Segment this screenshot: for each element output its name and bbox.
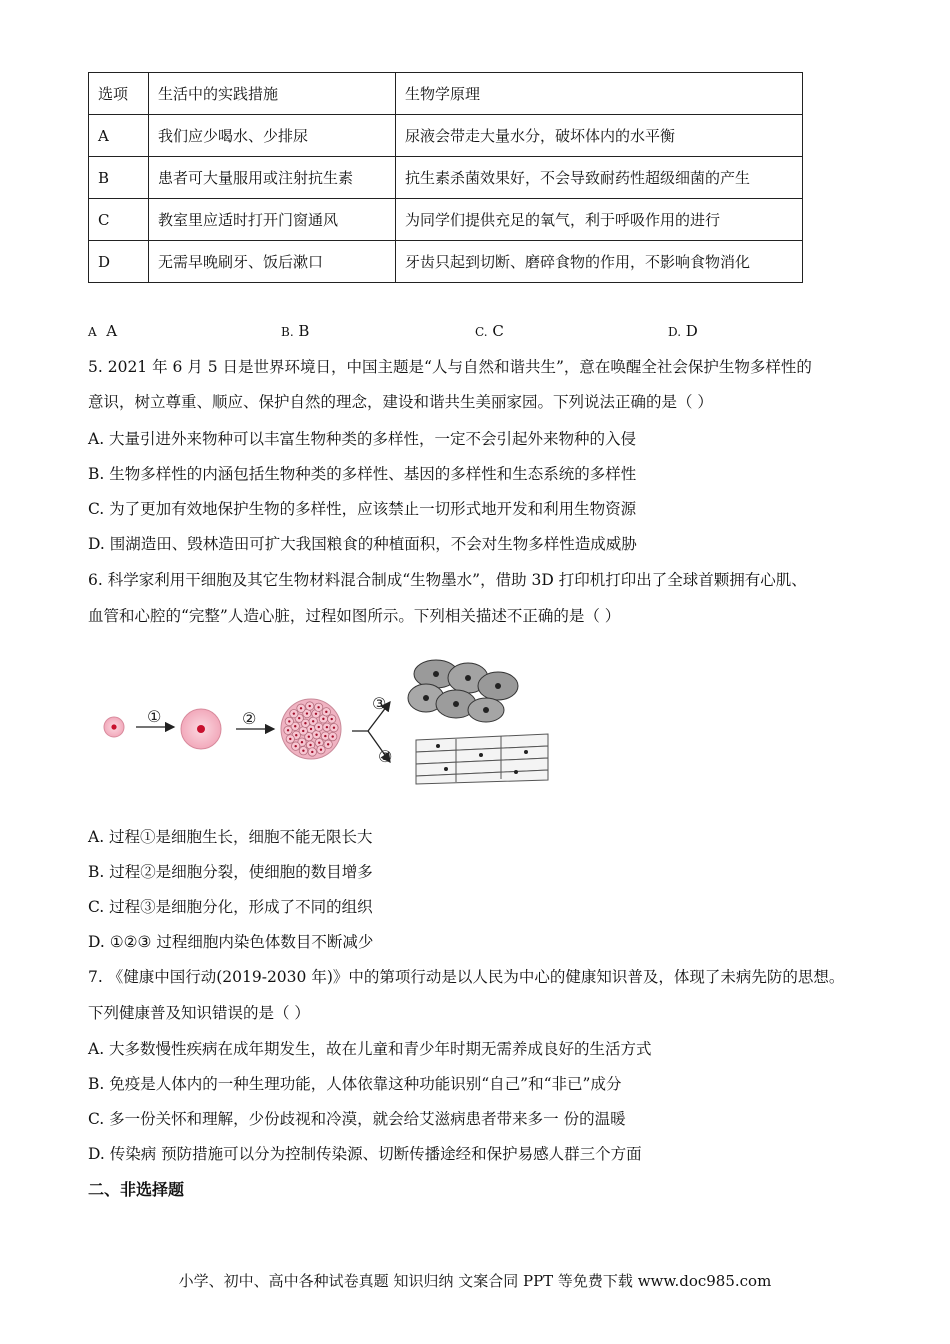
cluster-cell-nucleus: [294, 725, 296, 727]
cluster-cell-nucleus: [322, 718, 324, 720]
cluster-cell-nucleus: [320, 749, 322, 751]
label-process-3-lower: ③: [378, 747, 393, 766]
table-cell: 无需早晚刷牙、饭后漱口: [149, 241, 396, 283]
q5-stem-line-2: 意识，树立尊重、顺应、保护自然的理念，建设和谐共生美丽家园。下列说法正确的是（ ）: [88, 393, 713, 411]
table-cell: D: [89, 241, 149, 283]
cluster-cell-nucleus: [287, 729, 289, 731]
q4-option-d[interactable]: D. D: [668, 322, 698, 340]
cluster-cell-nucleus: [301, 741, 303, 743]
table-cell: 抗生素杀菌效果好，不会导致耐药性超级细菌的产生: [396, 157, 803, 199]
q4-option-a[interactable]: A A: [88, 322, 118, 340]
cluster-cell-nucleus: [304, 722, 306, 724]
q7-option-c[interactable]: C. 多一份关怀和理解，少份歧视和冷漠，就会给艾滋病患者带来多一 份的温暖: [88, 1110, 626, 1128]
cluster-cell-nucleus: [302, 730, 304, 732]
q6-option-d[interactable]: D. ①②③ 过程细胞内染色体数目不断减少: [88, 933, 374, 951]
cluster-cell-nucleus: [294, 745, 296, 747]
table-cell: 我们应少喝水、少排尿: [149, 115, 396, 157]
cluster-cell-nucleus: [317, 706, 319, 708]
q7-option-a[interactable]: A. 大多数慢性疾病在成年期发生，故在儿童和青少年时期无需养成良好的生活方式: [88, 1040, 652, 1058]
cluster-cell-nucleus: [318, 742, 320, 744]
cluster-cell-nucleus: [309, 705, 311, 707]
q5-stem-line-1: 5. 2021 年 6 月 5 日是世界环境日，中国主题是“人与自然和谐共生”，意在唤醒全社会保护生物多样性的: [88, 358, 812, 376]
page-footer: 小学、初中、高中各种试卷真题 知识归纳 文案合同 PPT 等免费下载 www.doc985.com: [178, 1272, 772, 1290]
cluster-cell-nucleus: [310, 728, 312, 730]
cluster-cell-nucleus: [308, 735, 310, 737]
cluster-cell-nucleus: [315, 734, 317, 736]
q5-option-a[interactable]: A. 大量引进外来物种可以丰富生物种类的多样性，一定不会引起外来物种的入侵: [88, 430, 637, 448]
table-row: [89, 199, 803, 241]
q4-options: [88, 322, 888, 344]
cluster-cell-nucleus: [293, 712, 295, 714]
table-cell: 教室里应适时打开门窗通风: [149, 199, 396, 241]
tissue-muscle: [416, 734, 548, 784]
q6-option-a[interactable]: A. 过程①是细胞生长，细胞不能无限长大: [88, 828, 373, 846]
table-row: [89, 241, 803, 283]
q5-option-c[interactable]: C. 为了更加有效地保护生物的多样性，应该禁止一切形式地开发和利用生物资源: [88, 500, 637, 518]
q4-option-b[interactable]: B. B: [281, 322, 310, 340]
q7-option-d[interactable]: D. 传染病 预防措施可以分为控制传染源、切断传播途经和保护易感人群三个方面: [88, 1145, 642, 1163]
table-header-cell: 生物学原理: [396, 73, 803, 115]
cluster-cell-nucleus: [332, 735, 334, 737]
table-header-row: [89, 73, 803, 115]
table-header-cell: 选项: [89, 73, 149, 115]
q5-option-b[interactable]: B. 生物多样性的内涵包括生物种类的多样性、基因的多样性和生态系统的多样性: [88, 465, 637, 483]
cluster-cell-nucleus: [300, 707, 302, 709]
cluster-cell-nucleus: [312, 720, 314, 722]
q6-option-b[interactable]: B. 过程②是细胞分裂，使细胞的数目增多: [88, 863, 373, 881]
q7-option-b[interactable]: B. 免疫是人体内的一种生理功能，人体依靠这种功能识别“自己”和“非已”成分: [88, 1075, 622, 1093]
cluster-cell-nucleus: [295, 734, 297, 736]
label-process-1: ①: [147, 707, 162, 726]
cluster-cell-nucleus: [325, 711, 327, 713]
q6-stem-line-1: 6. 科学家利用干细胞及其它生物材料混合制成“生物墨水”，借助 3D 打印机打印出了全球首颗拥有心肌、: [88, 571, 807, 589]
q4-option-c[interactable]: C. C: [475, 322, 504, 340]
q7-stem-line-2: 下列健康普及知识错误的是（ ）: [88, 1004, 310, 1022]
cluster-cell-nucleus: [318, 726, 320, 728]
label-process-2: ②: [242, 709, 257, 728]
table-cell: A: [89, 115, 149, 157]
section-title: 二、非选择题: [88, 1180, 185, 1199]
cluster-cell-nucleus: [309, 744, 311, 746]
table-cell: 尿液会带走大量水分，破坏体内的水平衡: [396, 115, 803, 157]
cell-cluster: [281, 699, 341, 759]
table-header-cell: 生活中的实践措施: [149, 73, 396, 115]
table-row: [89, 115, 803, 157]
cluster-cell-nucleus: [331, 718, 333, 720]
cluster-cell-nucleus: [289, 738, 291, 740]
cluster-cell-nucleus: [326, 726, 328, 728]
table-cell: 牙齿只起到切断、磨碎食物的作用，不影响食物消化: [396, 241, 803, 283]
cluster-cell-nucleus: [315, 713, 317, 715]
cluster-cell-nucleus: [327, 743, 329, 745]
cluster-cell-nucleus: [298, 717, 300, 719]
q6-option-c[interactable]: C. 过程③是细胞分化，形成了不同的组织: [88, 898, 373, 916]
table-cell: B: [89, 157, 149, 199]
cluster-cell-nucleus: [288, 720, 290, 722]
table-cell: 患者可大量服用或注射抗生素: [149, 157, 396, 199]
table-cell: C: [89, 199, 149, 241]
table-cell: 为同学们提供充足的氧气，利于呼吸作用的进行: [396, 199, 803, 241]
cluster-cell-nucleus: [311, 751, 313, 753]
cluster-cell-nucleus: [302, 750, 304, 752]
tissue-epithelial: [408, 660, 518, 722]
options-table: [88, 72, 803, 283]
cell-development-diagram: [96, 652, 556, 787]
small-cell: [104, 717, 124, 737]
cluster-cell-nucleus: [324, 735, 326, 737]
cluster-cell-nucleus: [306, 712, 308, 714]
q6-stem-line-2: 血管和心腔的“完整”人造心脏，过程如图所示。下列相关描述不正确的是（ ）: [88, 607, 621, 625]
q5-option-d[interactable]: D. 围湖造田、毁林造田可扩大我国粮食的种植面积，不会对生物多样性造成威胁: [88, 535, 637, 553]
grown-cell: [181, 709, 221, 749]
q7-stem-line-1: 7. 《健康中国行动(2019-2030 年)》中的第项行动是以人民为中心的健康知识普及，体现了未病先防的思想。: [88, 968, 845, 986]
label-process-3-upper: ③: [372, 694, 387, 713]
table-row: [89, 157, 803, 199]
cluster-cell-nucleus: [333, 727, 335, 729]
